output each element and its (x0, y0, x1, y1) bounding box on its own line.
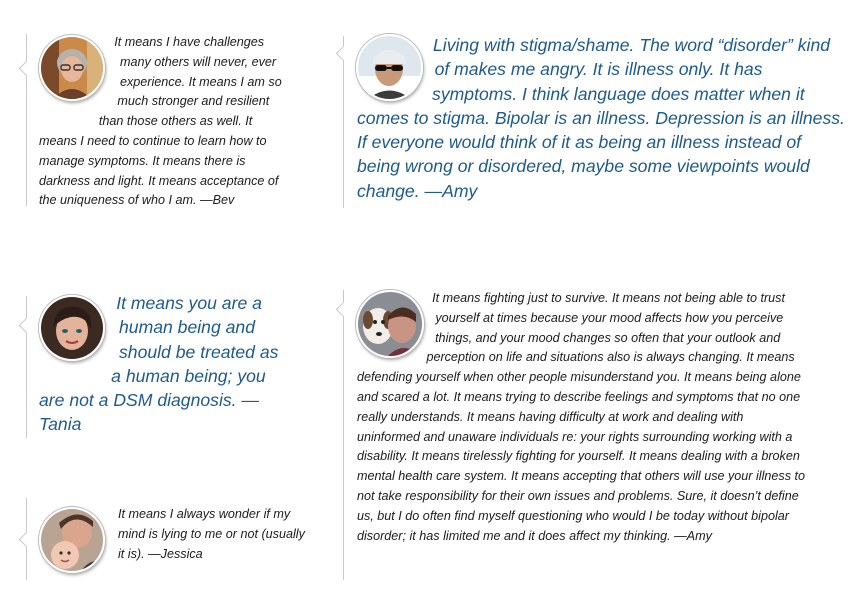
amy-survive-quote-text: It means fighting just to survive. It means not being able to trust yourself at times because your mood affects how you perceive things, and your mood changes so often that your outlook and perception on life and situations also is always changing. It means defending yourself when other people misunderstand you. It means being alone and scared a lot. It means trying to describe feelings and symptoms that no one really understands. It means having difficulty at work and dealing with uninformed and unaware individuals re: your rights surrounding working with a disability. It means tirelessly fighting for yourself. It means dealing with a broken mental health care system. It means accepting that others will use your illness to not take responsibility for their own issues and problems. Sure, it doesn’t define us, but I do often find myself questioning who would I be today without bipolar disorder; it has limited me and it does affect my thinking. —Amy (357, 291, 805, 543)
tania-quote-text: It means you are a human being and should be treated as a human being; you are not a DSM diagnosis. —Tania (39, 293, 279, 435)
card-border-notch (336, 302, 352, 318)
bev-quote-text: It means I have challenges many others will never, ever experience. It means I am so much stronger and resilient than those others as well. It means I need to continue to learn how to manage symptoms. It means there is darkness and light. It means acceptance of the uniqueness of who I am. —Bev (39, 35, 282, 208)
jessica-quote-text: It means I always wonder if my mind is lying to me or not (usually it is). —Jessica (118, 507, 305, 561)
card-border-notch (19, 61, 35, 77)
card-border-notch (19, 532, 35, 548)
amy-stigma-quote-text: Living with stigma/shame. The word “disorder” kind of makes me angry. It is illness only. It has symptoms. I think language does matter when it comes to stigma. Bipolar is an illness. Depression is an illness. If everyone would think of it as being an illness instead of being wrong or disordered, maybe some viewpoints would change. —Amy (357, 35, 845, 201)
jessica-portrait-image (41, 509, 103, 571)
card-border-notch (19, 318, 35, 334)
card-border-line (343, 290, 344, 580)
card-border-line (343, 36, 344, 208)
jessica-avatar (39, 507, 105, 573)
card-border-notch (336, 46, 352, 62)
